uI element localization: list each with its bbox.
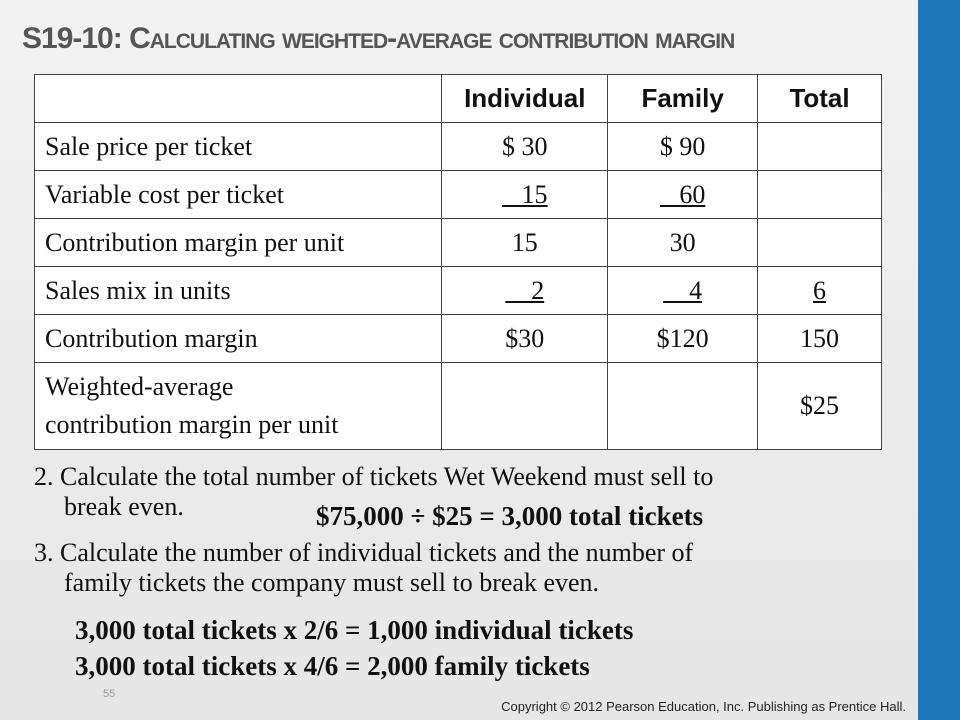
table-row (35, 219, 882, 267)
row-label: Sale price per ticket (35, 123, 442, 171)
question-3-answer-individual: 3,000 total tickets x 2/6 = 1,000 individual tickets (75, 615, 634, 645)
cell-individual: $ 30 (442, 123, 608, 171)
cell-individual: 15 (442, 219, 608, 267)
question-3 (34, 538, 894, 598)
cell-individual (442, 171, 608, 219)
cell-individual: $30 (442, 315, 608, 363)
underlined-value: 6 (813, 275, 827, 305)
accent-side-bar (918, 0, 960, 720)
cell-total: $25 (758, 363, 882, 450)
question-2-line1: 2. Calculate the total number of tickets Wet Weekend must sell to (34, 462, 714, 491)
underlined-value: 2 (505, 275, 545, 305)
cell-family (608, 363, 758, 450)
row-label-line1: Weighted-average (45, 372, 234, 401)
cell-total (758, 171, 882, 219)
title-prefix: S19-10: (22, 22, 122, 55)
table-row (35, 315, 882, 363)
question-2-line2: break even. (64, 492, 184, 521)
underlined-value: 4 (663, 275, 703, 305)
slide-title (22, 22, 902, 56)
question-2-answer: $75,000 ÷ $25 = 3,000 total tickets (316, 501, 704, 531)
cell-individual (442, 363, 608, 450)
cell-total (758, 123, 882, 171)
row-label: Sales mix in units (35, 267, 442, 315)
table-header-row (35, 75, 882, 123)
cell-family: $ 90 (608, 123, 758, 171)
row-label: Contribution margin per unit (35, 219, 442, 267)
table-row (35, 363, 882, 450)
cell-total: 150 (758, 315, 882, 363)
table-row (35, 123, 882, 171)
header-family: Family (608, 75, 758, 123)
cell-individual (442, 267, 608, 315)
cell-family: $120 (608, 315, 758, 363)
question-3-line2: family tickets the company must sell to break even. (64, 568, 600, 597)
row-label (35, 363, 442, 450)
row-label-line2: contribution margin per unit (45, 410, 339, 439)
copyright-notice: Copyright © 2012 Pearson Education, Inc. Publishing as Prentice Hall. (501, 699, 906, 714)
header-empty (35, 75, 442, 123)
contribution-table (34, 74, 882, 450)
cell-family (608, 171, 758, 219)
cell-family (608, 267, 758, 315)
cell-total (758, 219, 882, 267)
table-row (35, 267, 882, 315)
page-number: 55 (103, 688, 116, 700)
header-individual: Individual (442, 75, 608, 123)
cell-family: 30 (608, 219, 758, 267)
table-row (35, 171, 882, 219)
row-label: Contribution margin (35, 315, 442, 363)
question-3-answer-family: 3,000 total tickets x 4/6 = 2,000 family tickets (75, 651, 590, 681)
cell-total (758, 267, 882, 315)
underlined-value: 15 (502, 179, 548, 209)
question-3-line1: 3. Calculate the number of individual tickets and the number of (34, 538, 694, 567)
title-text: Calculating weighted-average contribution margin (129, 22, 735, 55)
header-total: Total (758, 75, 882, 123)
row-label: Variable cost per ticket (35, 171, 442, 219)
underlined-value: 60 (659, 179, 706, 209)
